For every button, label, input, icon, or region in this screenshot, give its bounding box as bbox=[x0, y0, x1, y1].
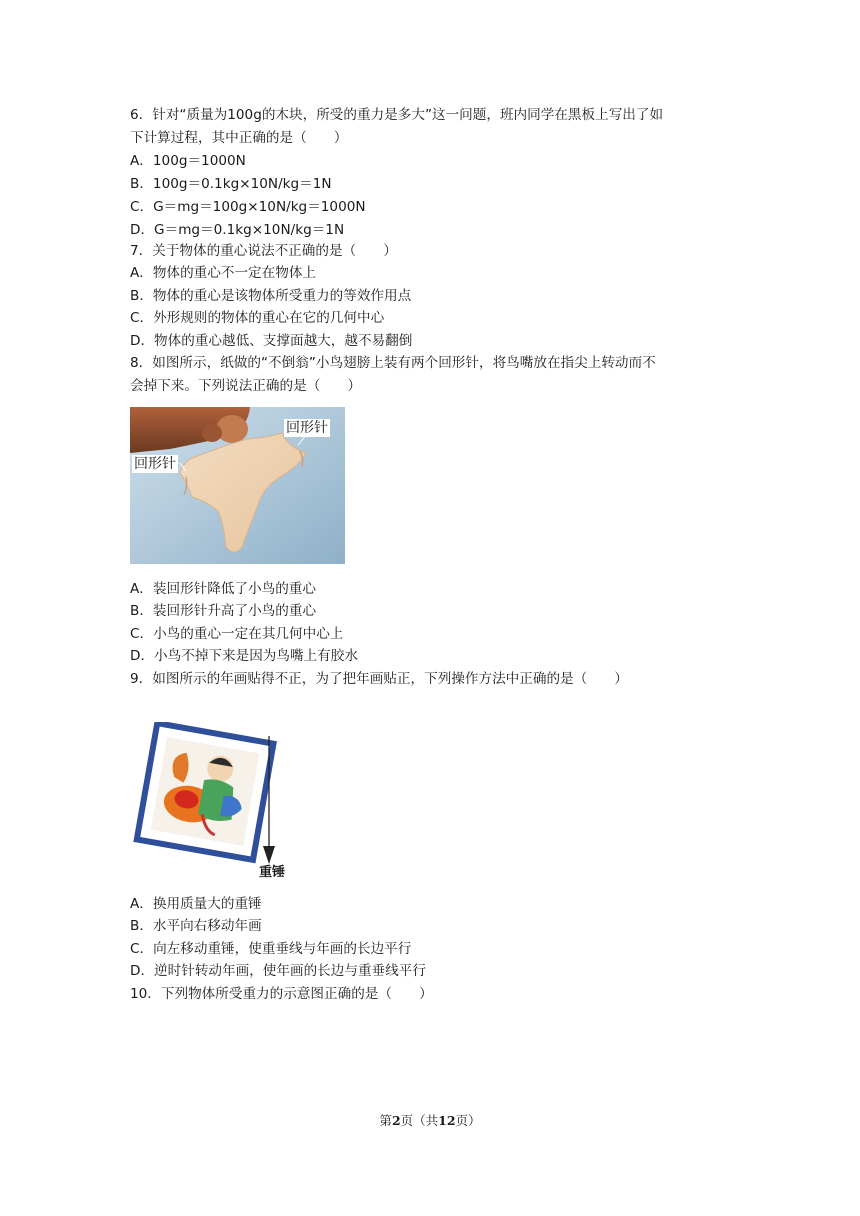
q8-stem-line2: 会掉下来。下列说法正确的是（ ） bbox=[130, 378, 362, 394]
q7-stem: 7．关于物体的重心说法不正确的是（ ） bbox=[130, 243, 397, 259]
paperclip-label-right: 回形针 bbox=[286, 420, 328, 436]
q6-stem-line1: 6．针对“质量为100g的木块，所受的重力是多大”这一问题，班内同学在黑板上写出了如 bbox=[130, 107, 664, 123]
q6-option-b: B．100g＝0.1kg×10N/kg＝1N bbox=[130, 176, 332, 192]
q8-stem-line1: 8．如图所示，纸做的“不倒翁”小鸟翅膀上装有两个回形针，将鸟嘴放在指尖上转动而不 bbox=[130, 355, 656, 371]
q8-option-c: C．小鸟的重心一定在其几何中心上 bbox=[130, 626, 344, 642]
q7-option-c: C．外形规则的物体的重心在它的几何中心 bbox=[130, 310, 385, 326]
q9-option-b: B．水平向右移动年画 bbox=[130, 918, 262, 934]
footer-prefix: 第 bbox=[379, 1113, 392, 1128]
q8-option-a: A．装回形针降低了小鸟的重心 bbox=[130, 581, 317, 597]
q6-stem-line2: 下计算过程，其中正确的是（ ） bbox=[130, 130, 348, 146]
q9-stem: 9．如图所示的年画贴得不正，为了把年画贴正，下列操作方法中正确的是（ ） bbox=[130, 671, 629, 687]
tilted-painting-plumb bbox=[132, 722, 287, 884]
q7-option-b: B．物体的重心是该物体所受重力的等效作用点 bbox=[130, 288, 412, 304]
q6-option-c: C．G＝mg＝100g×10N/kg＝1000N bbox=[130, 199, 366, 215]
q8-option-b: B．装回形针升高了小鸟的重心 bbox=[130, 603, 317, 619]
page-footer bbox=[0, 1111, 860, 1129]
footer-suffix: 页） bbox=[455, 1113, 481, 1128]
new-year-painting-figure bbox=[132, 722, 287, 884]
footer-middle: 页（共 bbox=[400, 1113, 439, 1128]
paperclip-label-left: 回形针 bbox=[134, 456, 176, 472]
q9-option-c: C．向左移动重锤，使重垂线与年画的长边平行 bbox=[130, 941, 412, 957]
q7-option-a: A．物体的重心不一定在物体上 bbox=[130, 265, 317, 281]
bird-paperclip-figure bbox=[130, 407, 345, 564]
plumb-weight-label: 重锤 bbox=[259, 865, 286, 880]
q10-stem: 10．下列物体所受重力的示意图正确的是（ ） bbox=[130, 986, 433, 1002]
q9-option-a: A．换用质量大的重锤 bbox=[130, 896, 262, 912]
footer-total-pages: 12 bbox=[438, 1113, 456, 1128]
q6-option-d: D．G＝mg＝0.1kg×10N/kg＝1N bbox=[130, 222, 345, 238]
q8-option-d: D．小鸟不掉下来是因为鸟嘴上有胶水 bbox=[130, 648, 358, 664]
footer-page-number: 2 bbox=[391, 1113, 401, 1128]
q7-option-d: D．物体的重心越低、支撑面越大，越不易翻倒 bbox=[130, 333, 413, 349]
q9-option-d: D．逆时针转动年画，使年画的长边与重垂线平行 bbox=[130, 963, 426, 979]
q6-option-a: A．100g＝1000N bbox=[130, 153, 246, 169]
